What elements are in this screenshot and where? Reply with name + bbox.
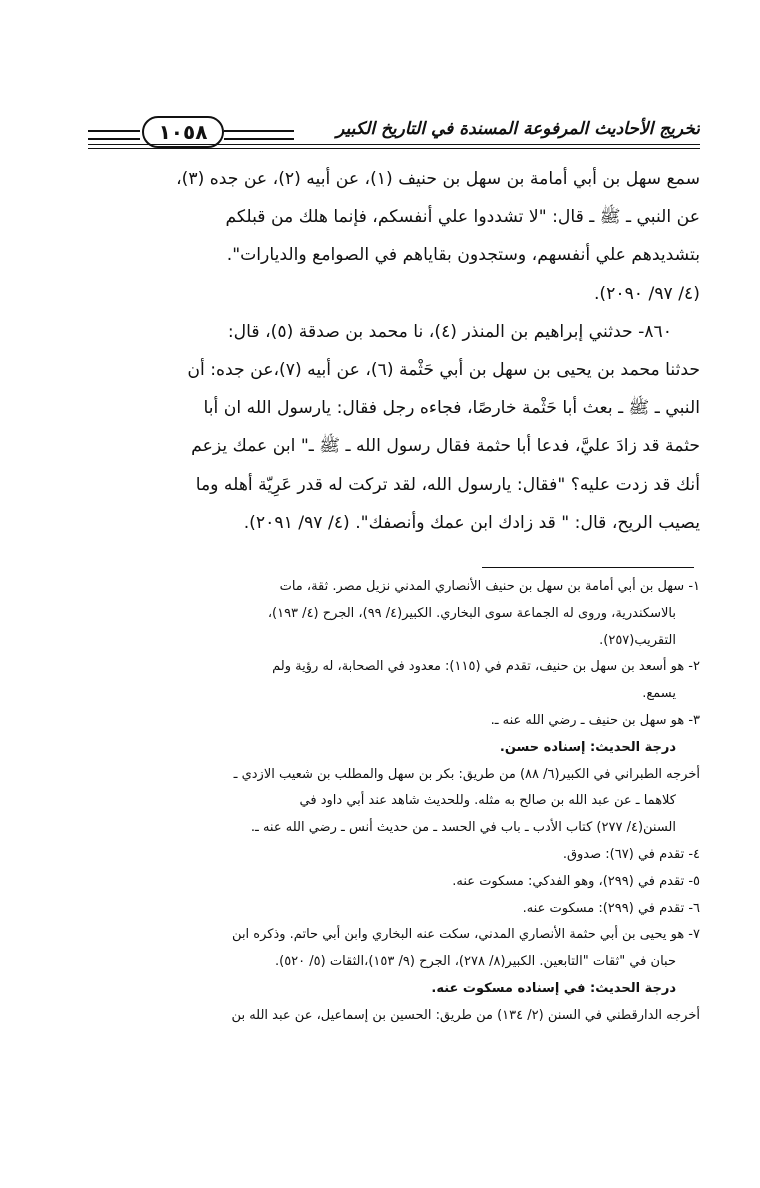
grade-label: درجة الحديث: xyxy=(590,739,676,755)
footnote-3: ٣- هو سهل بن حنيف ـ رضي الله عنه ـ. xyxy=(490,712,700,728)
main-line: سمع سهل بن أبي أمامة بن سهل بن حنيف (١)، عن أبيه (٢)، عن جده (٣)، xyxy=(176,169,700,189)
takhrij-1-line: كلاهما ـ عن عبد الله بن صالح به مثله. وللحديث شاهد عند أبي داود في xyxy=(299,793,676,809)
hadith-grade-2 xyxy=(88,976,700,1003)
takhrij-1-line: أخرجه الطبراني في الكبير(٦/ ٨٨) من طريق: بكر بن سهل والمطلب بن شعيب الازدي ـ xyxy=(233,766,700,782)
takhrij-1-line: السنن(٤/ ٢٧٧) كتاب الأدب ـ باب في الحسد ـ من حديث أنس ـ رضي الله عنه ـ. xyxy=(250,820,676,836)
footnote-7-line: ٧- هو يحيى بن أبي حثمة الأنصاري المدني، سكت عنه البخاري وابن أبي حاتم. وذكره ابن xyxy=(232,927,700,943)
grade-value: إسناده حسن. xyxy=(499,739,586,755)
page-header xyxy=(88,114,700,148)
hadith-860-line: يصيب الريح، قال: " قد زادك ابن عمك وأنصفك". (٤/ ٩٧/ ٢٠٩١). xyxy=(243,512,700,533)
footnote-6: ٦- تقدم في (٢٩٩): مسكوت عنه. xyxy=(522,900,700,916)
main-line: (٤/ ٩٧/ ٢٠٩٠). xyxy=(593,283,700,304)
header-rule-left xyxy=(88,130,140,140)
hadith-860-line: أنك قد زدت عليه؟ "فقال: يارسول الله، لقد تركت له قدر عَرِيّة أهله وما xyxy=(195,474,700,495)
hadith-860-line: حدثنا محمد بن يحيى بن سهل بن أبي حَثْمة (٦)، عن أبيه (٧)،عن جده: أن xyxy=(187,360,700,381)
hadith-860-line: ٨٦٠- حدثني إبراهيم بن المنذر (٤)، نا محمد بن صدقة (٥)، قال: xyxy=(227,321,672,342)
footnote-1-line: ١- سهل بن أبي أمامة بن سهل بن حنيف الأنصاري المدني نزيل مصر. ثقة، مات xyxy=(279,579,700,594)
main-line: بتشديدهم علي أنفسهم، وستجدون بقاياهم في الصوامع والديارات". xyxy=(226,245,700,266)
footnote-2-line: يسمع. xyxy=(642,686,676,702)
grade-value: في إسناده مسكوت عنه. xyxy=(431,980,586,996)
header-underline xyxy=(88,144,700,145)
footnotes xyxy=(88,574,700,1030)
footnote-4: ٤- تقدم في (٦٧): صدوق. xyxy=(562,846,700,862)
footnote-separator xyxy=(482,567,694,568)
footnote-1-line: التقريب(٢٥٧). xyxy=(599,632,676,648)
footnote-2-line: ٢- هو أسعد بن سهل بن حنيف، تقدم في (١١٥): معدود في الصحابة، له رؤية ولم xyxy=(272,659,700,675)
page-number: ١٠٥٨ xyxy=(142,116,224,148)
takhrij-2-line: أخرجه الدارقطني في السنن (٢/ ١٣٤) من طريق: الحسين بن إسماعيل، عن عبد الله بن xyxy=(231,1007,700,1023)
main-line: عن النبي ـ ﷺ ـ قال: "لا تشددوا علي أنفسكم، فإنما هلك من قبلكم xyxy=(225,207,700,228)
grade-label: درجة الحديث: xyxy=(590,980,676,996)
hadith-grade-1 xyxy=(88,735,700,762)
footnote-5: ٥- تقدم في (٢٩٩)، وهو الفدكي: مسكوت عنه. xyxy=(452,873,700,889)
footnote-7-line: حبان في "ثقات "التابعين. الكبير(٨/ ٢٧٨)، الجرح (٩/ ١٥٣)،الثقات (٥/ ٥٢٠). xyxy=(274,954,676,970)
book-title: تخريج الأحاديث المرفوعة المسندة في التاريخ الكبير xyxy=(336,119,700,139)
header-underline-thin xyxy=(88,148,700,149)
hadith-860-line: النبي ـ ﷺ ـ بعث أبا حَثْمة خارصًا، فجاءه رجل فقال: يارسول الله ان أبا xyxy=(203,398,700,419)
hadith-860-line: حثمة قد زادَ عليَّ، فدعا أبا حثمة فقال رسول الله ـ ﷺ ـ" ابن عمك يزعم xyxy=(191,436,700,457)
footnote-1-line: بالاسكندرية، وروى له الجماعة سوى البخاري. الكبير(٤/ ٩٩)، الجرح (٤/ ١٩٣)، xyxy=(267,605,676,621)
header-rule-middle xyxy=(224,130,294,140)
main-text xyxy=(88,160,700,542)
